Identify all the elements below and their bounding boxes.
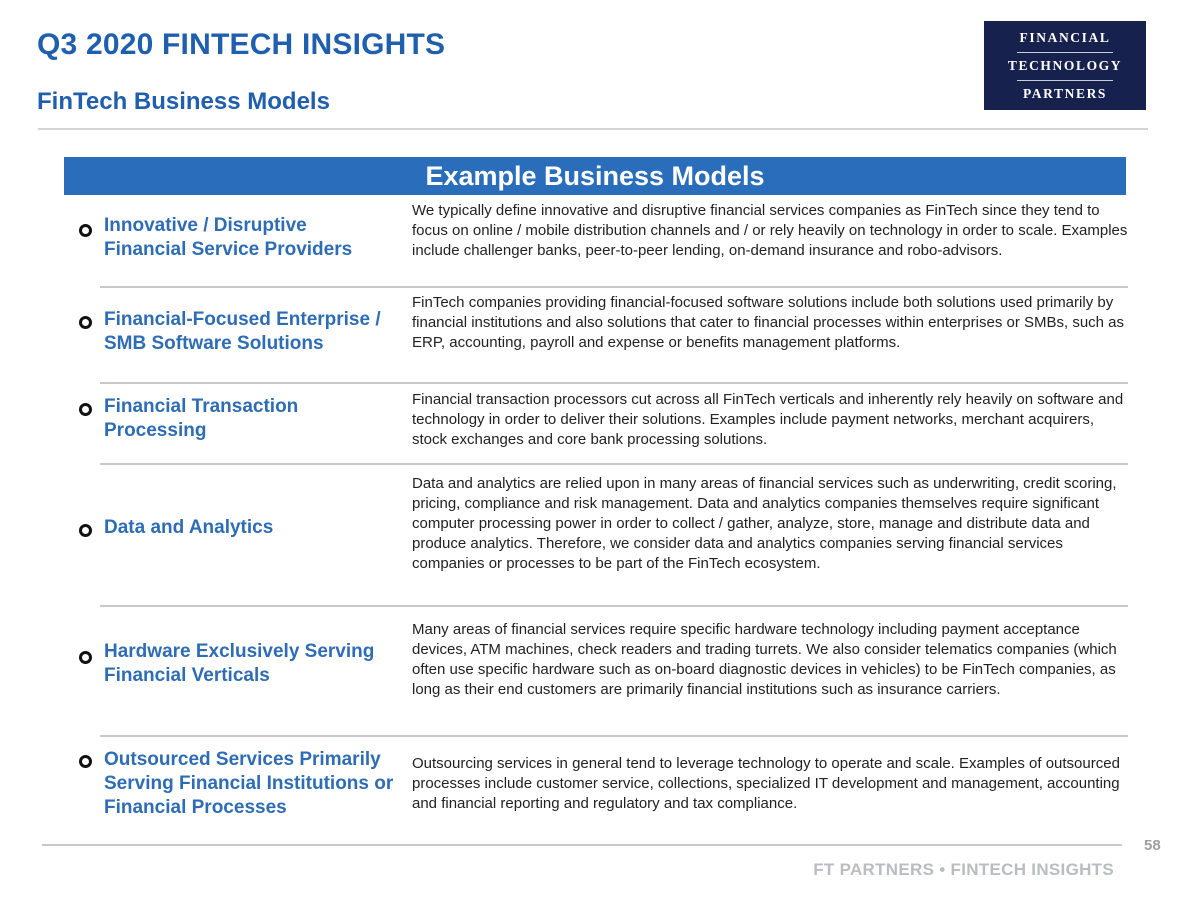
- business-model-label: Financial-Focused Enterprise / SMB Software Solutions: [104, 309, 381, 354]
- business-model-description: Financial transaction processors cut across all FinTech verticals and inherently rely heavily on software and technology in order to deliver their solutions. Examples include payment networks, merchant acquirers, stock exchanges and core bank processing solutions.: [412, 391, 1124, 448]
- business-model-description: FinTech companies providing financial-focused software solutions include both solutions used primarily by financial institutions and also solutions that cater to financial processes within enterprises or SMBs, such as ERP, accounting, payroll and expense or benefits management platforms.: [412, 294, 1125, 351]
- logo-line-3: PARTNERS: [1022, 85, 1108, 101]
- bullet-icon: [79, 316, 92, 329]
- company-logo: [984, 21, 1146, 110]
- bullet-icon: [79, 524, 92, 537]
- page-title: Q3 2020 FINTECH INSIGHTS: [37, 28, 446, 61]
- business-model-row: [64, 618, 1130, 730]
- business-model-label: Financial Transaction Processing: [104, 396, 299, 441]
- logo-rule: [1017, 80, 1113, 81]
- footer-text: FT PARTNERS • FINTECH INSIGHTS: [813, 860, 1114, 879]
- business-model-label: Data and Analytics: [104, 517, 274, 538]
- logo-line-1: FINANCIAL: [1019, 29, 1111, 45]
- page-number: 58: [1144, 837, 1161, 854]
- row-divider: [100, 463, 1128, 465]
- table-heading: Example Business Models: [64, 157, 1126, 195]
- business-model-row: [64, 389, 1130, 461]
- business-model-row: [64, 292, 1130, 380]
- page-subtitle: FinTech Business Models: [37, 88, 330, 115]
- row-divider: [100, 286, 1128, 288]
- header-divider: [38, 128, 1148, 130]
- business-model-description: Outsourcing services in general tend to leverage technology to operate and scale. Examples of outsourced processes include customer service, collections, specialized IT development and management, accounting and financial reporting and regulatory and tax compliance.: [412, 755, 1120, 812]
- bullet-icon: [79, 755, 92, 768]
- row-divider: [100, 382, 1128, 384]
- business-model-label: Outsourced Services Primarily Serving Financial Institutions or Financial Processes: [104, 749, 394, 818]
- logo-rule: [1017, 52, 1113, 53]
- row-divider: [100, 735, 1128, 737]
- business-model-row: [64, 746, 1130, 826]
- row-divider: [100, 605, 1128, 607]
- business-model-label: Innovative / Disruptive Financial Service Providers: [104, 215, 353, 260]
- bullet-icon: [79, 403, 92, 416]
- business-model-description: Data and analytics are relied upon in many areas of financial services such as underwriting, credit scoring, pricing, compliance and risk management. Data and analytics companies themselves require significant computer processing power in order to collect / gather, analyze, store, manage and distribute data and produce analytics. Therefore, we consider data and analytics companies serving financial services companies or processes to be part of the FinTech ecosystem.: [412, 475, 1117, 572]
- logo-line-2: TECHNOLOGY: [1007, 57, 1123, 73]
- footer-divider: [42, 844, 1122, 846]
- business-model-description: Many areas of financial services require specific hardware technology including payment acceptance devices, ATM machines, check readers and trading turrets. We also consider telematics companies (which often use specific hardware such as on-board diagnostic devices in vehicles) to be FinTech companies, as long as their end customers are primarily financial institutions such as insurance carriers.: [412, 621, 1117, 698]
- business-model-row: [64, 200, 1130, 284]
- business-model-row: [64, 472, 1130, 602]
- bullet-icon: [79, 651, 92, 664]
- business-model-label: Hardware Exclusively Serving Financial Verticals: [104, 641, 375, 686]
- business-model-description: We typically define innovative and disruptive financial services companies as FinTech since they tend to focus on online / mobile distribution channels and / or rely heavily on technology in order to scale. Examples include challenger banks, peer-to-peer lending, on-demand insurance and robo-advisors.: [412, 202, 1128, 259]
- bullet-icon: [79, 224, 92, 237]
